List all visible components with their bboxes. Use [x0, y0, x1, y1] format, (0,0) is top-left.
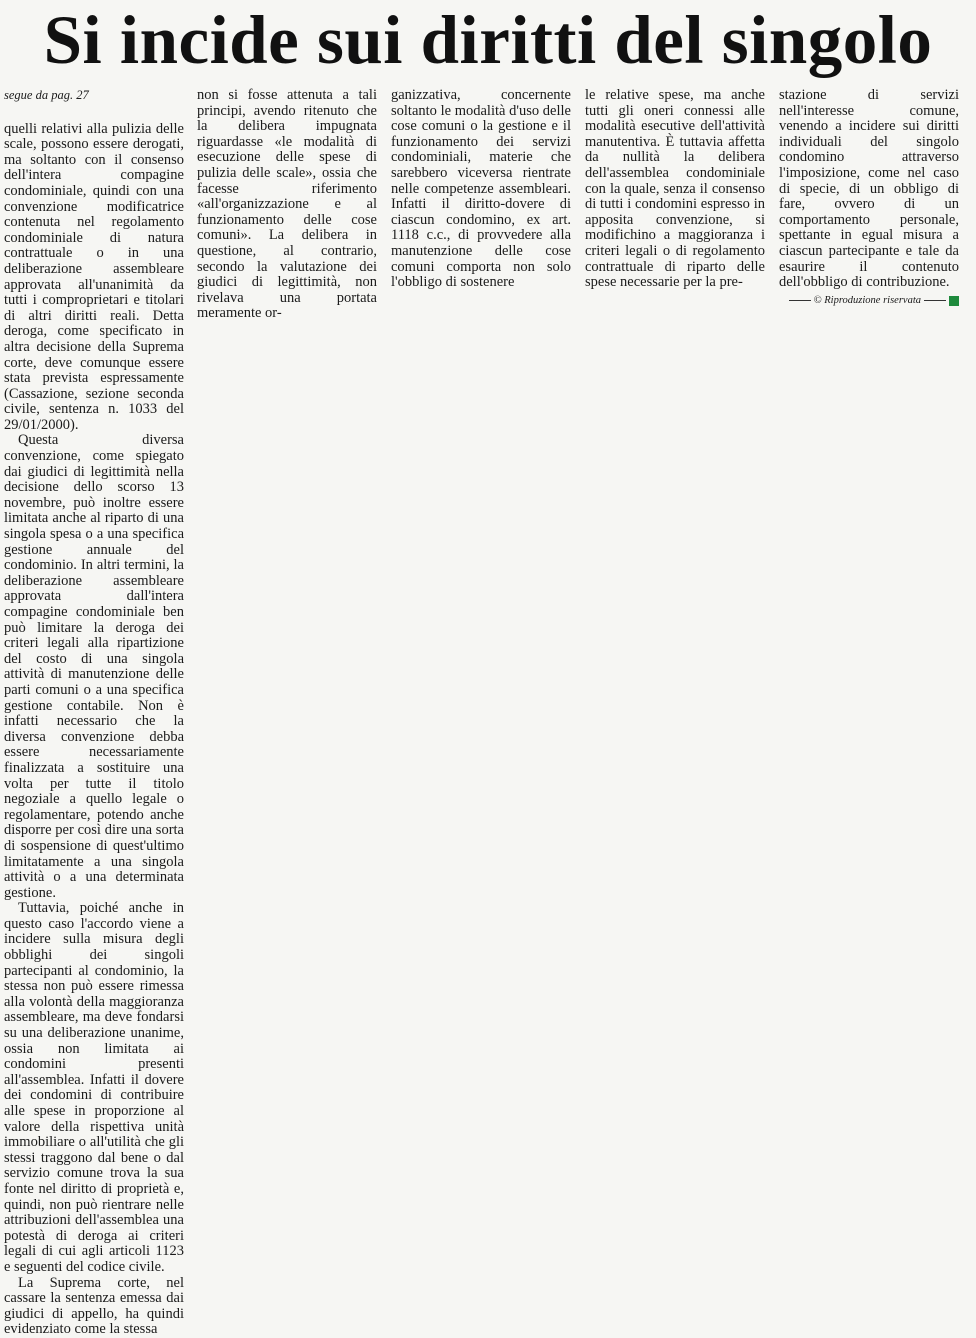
article-column-5 — [779, 87, 959, 306]
kicker: segue da pag. 27 — [4, 88, 89, 102]
paragraph: stazione di servizi nell'interesse comune, venendo a incidere sui diritti individuali del singolo condomino attraverso l'imposizione, come nel caso di specie, di un obbligo di fare, ovvero di un comportamento personale, spettante in egual misura a ciascun partecipante e tale da esaurire il contenuto dell'obbligo di contribuzione. — [779, 87, 959, 291]
copyright-text: © Riproduzione riservata — [813, 294, 921, 306]
paragraph: non si fosse attenuta a tali principi, avendo ritenuto che la delibera impugnata riguardasse «le modalità di esecuzione delle spese di pulizia delle scale», ossia che facesse riferimento «all'organizzazione e al funzionamento delle cose comuni». La delibera in questione, al contrario, secondo la valutazione dei giudici di legittimità, non rivelava una portata meramente or- — [197, 87, 377, 322]
article-column-4 — [585, 87, 765, 291]
paragraph: le relative spese, ma anche tutti gli oneri connessi alle modalità esecutive dell'attività manutentiva. È tuttavia affetta da nullità la delibera dell'assemblea condominiale con la quale, senza il consenso di tutti i condomini espresso in apposita convenzione, si modifichino a maggioranza i criteri legali o di regolamento contrattuale di riparto delle spese necessarie per la pre- — [585, 87, 765, 291]
article-column-2 — [197, 87, 377, 322]
paragraph: ganizzativa, concernente soltanto le modalità d'uso delle cose comuni o la gestione e il funzionamento dei servizi condominiali, materie che sarebbero viceversa rientrate nelle competenze assembleari. Infatti il diritto-dovere di ciascun condomino, ex art. 1118 c.c., di provvedere alla manutenzione delle cose comuni comporta non solo l'obbligo di sostenere — [391, 87, 571, 291]
paragraph: La Suprema corte, nel cassare la sentenza emessa dai giudici di appello, ha quindi evidenziato come la stessa — [4, 1274, 184, 1338]
paragraph: Tuttavia, poiché anche in questo caso l'accordo viene a incidere sulla misura degli obblighi dei singoli partecipanti al condominio, la stessa non può essere rimessa alla volontà della maggioranza assembleare, ma deve fondarsi su una deliberazione unanime, ossia non limitata ai condomini presenti all'assemblea. Infatti il dovere dei condomini di contribuire alle spese in proporzione al valore della rispettiva unità immobiliare o all'utilità che gli stessi traggono dal bene o dal servizio comune trova la sua fonte nel diritto di proprietà e, quindi, non può rientrare nelle attribuzioni dell'assemblea una potestà di deroga ai criteri legali di cui agli articoli 1123 e seguenti del codice civile. — [4, 900, 184, 1275]
end-square-icon — [949, 296, 959, 306]
article-column-1 — [4, 88, 184, 1338]
rule-divider — [924, 300, 946, 301]
rule-divider — [789, 300, 811, 301]
copyright-line — [779, 293, 959, 309]
paragraph: quelli relativi alla pulizia delle scale, possono essere derogati, ma soltanto con il consenso dell'intera compagine condominiale, quindi con una convenzione modificatrice contenuta nel regolamento condominiale di natura contrattuale o in una deliberazione assembleare approvata all'unanimità da tutti i comproprietari e titolari di altri diritti reali. Detta deroga, come specificato in altra decisione della Suprema corte, deve comunque essere stata prevista espressamente (Cassazione, sezione seconda civile, sentenza n. 1033 del 29/01/2000). — [4, 120, 184, 433]
article-column-3 — [391, 87, 571, 291]
headline: Si incide sui diritti del singolo — [43, 2, 933, 78]
paragraph: Questa diversa convenzione, come spiegato dai giudici di legittimità nella decisione dello scorso 13 novembre, può inoltre essere limitata anche al riparto di una singola spesa o a una specifica gestione annuale del condominio. In altri termini, la deliberazione assembleare approvata dall'intera compagine condominiale ben può limitare la deroga dei criteri legali alla ripartizione del costo di una singola attività di manutenzione delle parti comuni o a una specifica gestione contabile. Non è infatti necessario che la diversa convenzione debba essere necessariamente finalizzata a sostituire una volta per tutte il titolo negoziale a quello legale o regolamentare, potendo anche disporre per così dire una sorta di sospensione di quest'ultimo limitatamente a una singola attività o a una determinata gestione. — [4, 432, 184, 901]
